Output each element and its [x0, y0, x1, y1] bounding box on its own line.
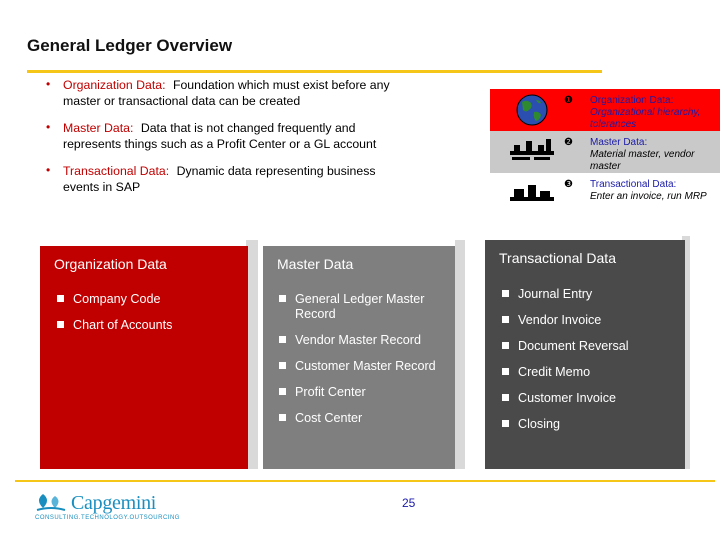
page-title: General Ledger Overview: [27, 36, 233, 55]
bullet-organization-data: [46, 78, 396, 109]
legend-number: ❷: [564, 137, 573, 148]
title-divider: [27, 70, 602, 73]
list-item-label: Vendor Master Record: [295, 333, 421, 347]
square-bullet-icon: [57, 321, 64, 328]
legend-desc: Material master, vendor master: [590, 149, 695, 172]
box-list: [502, 287, 680, 443]
list-item: [279, 292, 451, 322]
legend-desc: Organizational hierarchy, tolerances: [590, 107, 701, 130]
transactional-data-box: [485, 240, 685, 469]
list-item: [502, 417, 680, 432]
list-item: [279, 385, 451, 400]
legend-row-organization: [490, 89, 720, 131]
box-title: Transactional Data: [499, 250, 616, 266]
square-bullet-icon: [502, 394, 509, 401]
globe-icon: [506, 93, 558, 127]
square-bullet-icon: [279, 336, 286, 343]
square-bullet-icon: [279, 362, 286, 369]
bullet-label: Organization Data:: [63, 78, 166, 92]
logo-name: Capgemini: [71, 492, 157, 514]
bullet-label: Transactional Data:: [63, 164, 170, 178]
bullet-master-data: [46, 121, 396, 152]
square-bullet-icon: [502, 342, 509, 349]
bullet-dot-icon: •: [46, 120, 51, 134]
documents-icon: [506, 177, 558, 211]
list-item: [279, 411, 451, 426]
spades-icon: [33, 492, 69, 516]
list-item-label: Customer Master Record: [295, 359, 436, 373]
legend-desc: Enter an invoice, run MRP: [590, 191, 707, 202]
master-data-box: [263, 246, 455, 469]
list-item: [502, 391, 680, 406]
list-item-label: Cost Center: [295, 411, 363, 425]
list-item: [502, 287, 680, 302]
box-list: [57, 292, 242, 344]
list-item: [502, 339, 680, 354]
square-bullet-icon: [502, 290, 509, 297]
legend-text: [590, 95, 718, 131]
legend-text: [590, 137, 718, 173]
legend-row-transactional: [490, 173, 720, 215]
list-item: [57, 292, 242, 307]
legend-text: [590, 179, 718, 203]
list-item-label: Customer Invoice: [518, 391, 616, 405]
list-item-label: Credit Memo: [518, 365, 591, 379]
square-bullet-icon: [279, 295, 286, 302]
square-bullet-icon: [502, 368, 509, 375]
bullet-text: Data that is not changed frequently and represents things such as a Profit Center or a GL account: [63, 121, 377, 151]
box-title: Master Data: [277, 256, 354, 272]
list-item-label: Profit Center: [295, 385, 366, 399]
bullet-text: Foundation which must exist before any master or transactional data can be created: [63, 78, 390, 108]
square-bullet-icon: [279, 388, 286, 395]
list-item-label: Chart of Accounts: [73, 318, 173, 332]
logo-tagline: CONSULTING.TECHNOLOGY.OUTSOURCING: [35, 515, 180, 521]
bullet-dot-icon: •: [46, 77, 51, 91]
list-item: [279, 359, 451, 374]
list-item: [279, 333, 451, 348]
footer-divider: [15, 480, 715, 482]
box-list: [279, 292, 451, 437]
square-bullet-icon: [279, 414, 286, 421]
legend-number: ❸: [564, 179, 573, 190]
legend-title: Transactional Data:: [590, 179, 677, 190]
legend-number: ❶: [564, 95, 573, 106]
legend-title: Master Data:: [590, 137, 648, 148]
square-bullet-icon: [502, 420, 509, 427]
bullet-text: Dynamic data representing business events in SAP: [63, 164, 376, 194]
legend-title: Organization Data:: [590, 95, 674, 106]
list-item-label: Closing: [518, 417, 560, 431]
square-bullet-icon: [502, 316, 509, 323]
square-bullet-icon: [57, 295, 64, 302]
capgemini-logo: [33, 490, 193, 528]
data-type-legend: [490, 89, 720, 213]
bullet-list: [46, 78, 396, 207]
bullet-transactional-data: [46, 164, 396, 195]
bullet-dot-icon: •: [46, 163, 51, 177]
list-item-label: Vendor Invoice: [518, 313, 602, 327]
list-item-label: General Ledger Master Record: [295, 292, 425, 321]
list-item-label: Journal Entry: [518, 287, 593, 301]
box-title: Organization Data: [54, 256, 167, 272]
bullet-label: Master Data:: [63, 121, 134, 135]
list-item: [502, 313, 680, 328]
list-item: [502, 365, 680, 380]
box-shadow: [455, 240, 465, 469]
files-icon: [506, 135, 558, 169]
organization-data-box: [40, 246, 248, 469]
list-item: [57, 318, 242, 333]
page-number: 25: [402, 496, 416, 510]
list-item-label: Company Code: [73, 292, 161, 306]
list-item-label: Document Reversal: [518, 339, 629, 353]
legend-row-master: [490, 131, 720, 173]
